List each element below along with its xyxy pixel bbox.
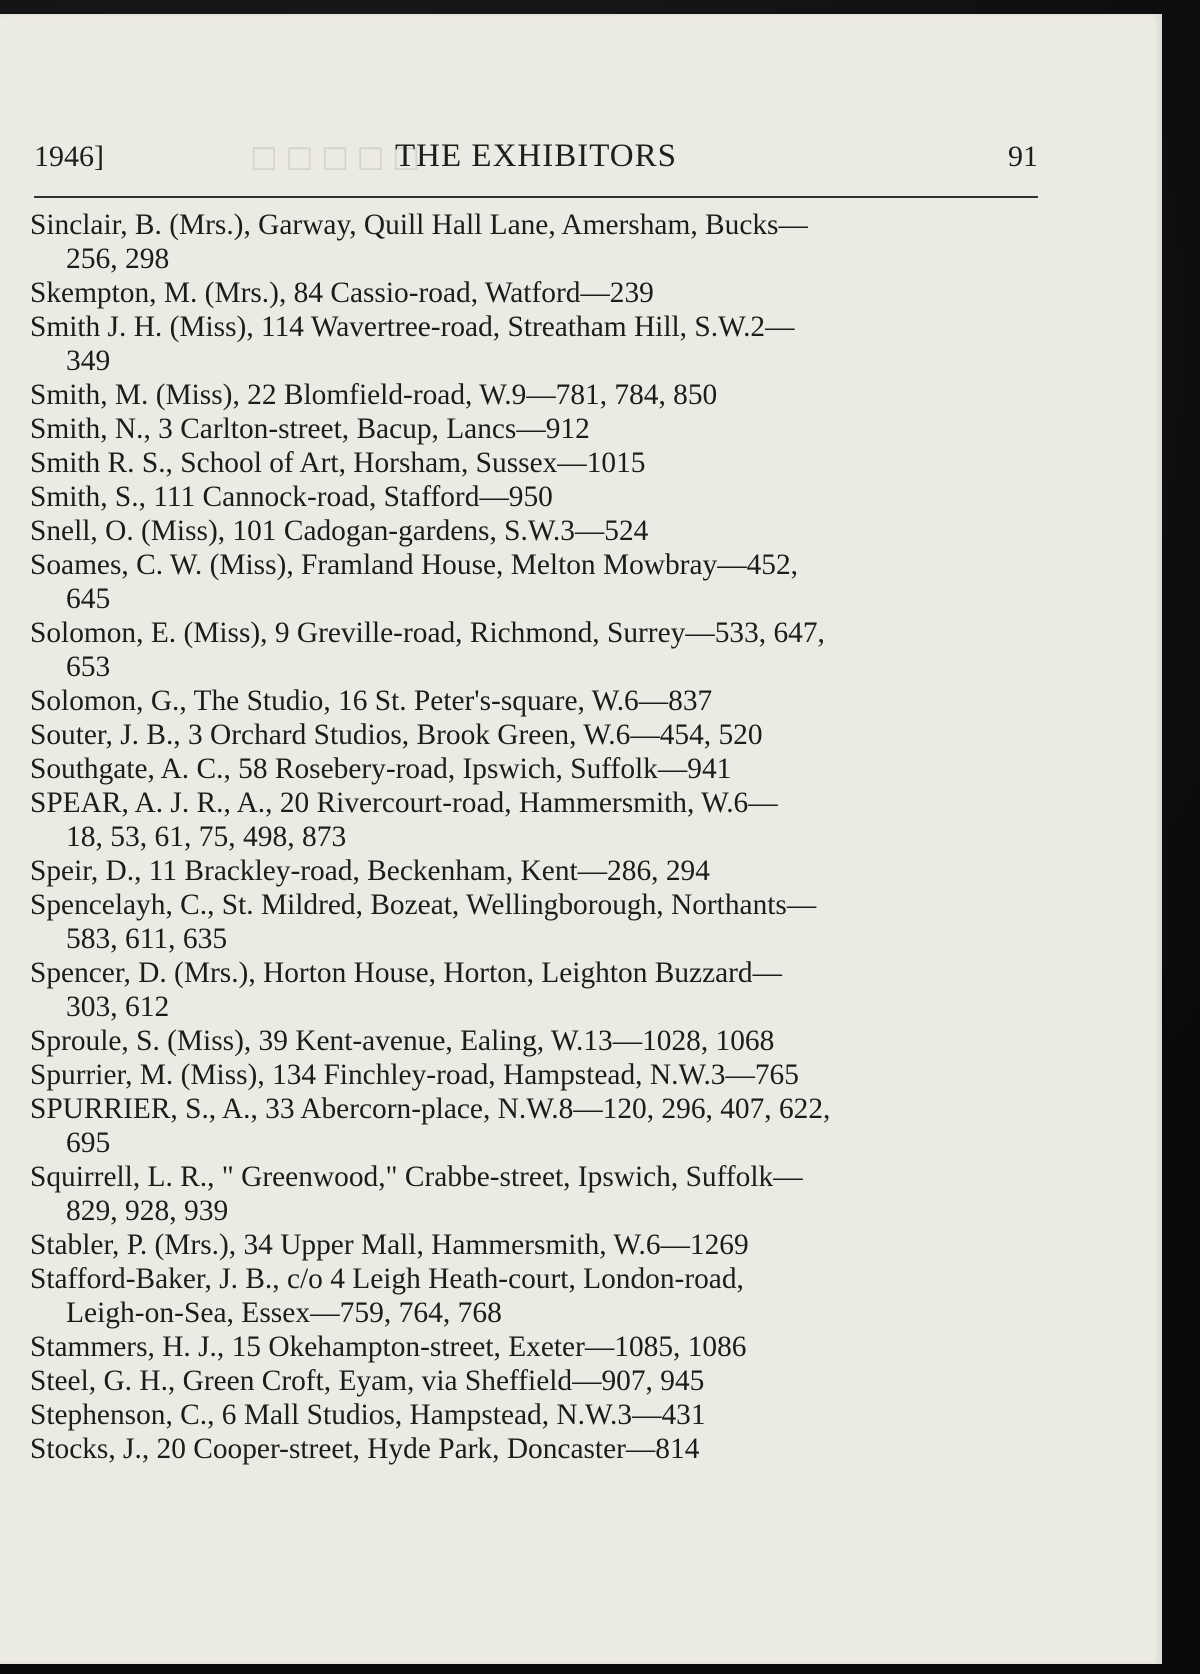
exhibitor-entry [30,1364,1040,1398]
exhibitor-entry [30,208,1040,276]
page-title: THE EXHIBITORS [395,138,677,174]
entry-text: Smith, S., 111 Cannock-road, Stafford—950 [30,481,553,513]
exhibitor-entry [30,548,1040,616]
exhibitor-entry [30,276,1040,310]
entry-text: Stafford-Baker, J. B., c/o 4 Leigh Heath-court, London-road, [30,1263,744,1295]
entry-text: SPEAR, A. J. R., A., 20 Rivercourt-road, Hammersmith, W.6— [30,787,778,819]
entry-text: Snell, O. (Miss), 101 Cadogan-gardens, S.W.3—524 [30,515,649,547]
exhibitor-entry [30,446,1040,480]
exhibitor-entry [30,1432,1040,1466]
entry-text: SPURRIER, S., A., 33 Abercorn-place, N.W.8—120, 296, 407, 622, [30,1093,831,1125]
exhibitor-entry [30,854,1040,888]
entry-text: Sinclair, B. (Mrs.), Garway, Quill Hall Lane, Amersham, Bucks— [30,209,808,241]
entry-continuation: 583, 611, 635 [66,923,228,955]
entry-continuation: 695 [66,1127,111,1159]
exhibitor-entry [30,752,1040,786]
entry-text: Smith, M. (Miss), 22 Blomfield-road, W.9—781, 784, 850 [30,379,718,411]
exhibitor-entry [30,1228,1040,1262]
exhibitor-entry [30,684,1040,718]
exhibitor-entry [30,1058,1040,1092]
entry-text: Stephenson, C., 6 Mall Studios, Hampstead, N.W.3—431 [30,1399,706,1431]
exhibitor-list [30,208,1040,1466]
entry-text: Stammers, H. J., 15 Okehampton-street, Exeter—1085, 1086 [30,1331,747,1363]
exhibitor-entry [30,956,1040,1024]
exhibitor-entry [30,786,1040,854]
exhibitor-entry [30,514,1040,548]
exhibitor-entry [30,1262,1040,1330]
page-number: 91 [1008,140,1038,173]
exhibitor-entry [30,480,1040,514]
exhibitor-entry [30,616,1040,684]
exhibitor-entry [30,378,1040,412]
exhibitor-entry [30,1398,1040,1432]
exhibitor-entry [30,310,1040,378]
header-year: 1946] [34,140,104,173]
entry-text: Speir, D., 11 Brackley-road, Beckenham, Kent—286, 294 [30,855,710,887]
entry-continuation: Leigh-on-Sea, Essex—759, 764, 768 [66,1297,502,1329]
exhibitor-entry [30,1330,1040,1364]
entry-text: Stabler, P. (Mrs.), 34 Upper Mall, Hammersmith, W.6—1269 [30,1229,749,1261]
entry-text: Sproule, S. (Miss), 39 Kent-avenue, Ealing, W.13—1028, 1068 [30,1025,775,1057]
running-header [34,138,1038,182]
entry-continuation: 256, 298 [66,243,170,275]
exhibitor-entry [30,718,1040,752]
entry-text: Solomon, G., The Studio, 16 St. Peter's-square, W.6—837 [30,685,713,717]
entry-text: Skempton, M. (Mrs.), 84 Cassio-road, Watford—239 [30,277,654,309]
exhibitor-entry [30,412,1040,446]
entry-text: Smith, N., 3 Carlton-street, Bacup, Lancs—912 [30,413,590,445]
entry-text: Smith J. H. (Miss), 114 Wavertree-road, Streatham Hill, S.W.2— [30,311,795,343]
exhibitor-entry [30,888,1040,956]
entry-text: Southgate, A. C., 58 Rosebery-road, Ipswich, Suffolk—941 [30,753,732,785]
exhibitor-entry [30,1160,1040,1228]
entry-text: Soames, C. W. (Miss), Framland House, Melton Mowbray—452, [30,549,799,581]
entry-text: Spencelayh, C., St. Mildred, Bozeat, Wellingborough, Northants— [30,889,817,921]
entry-text: Spencer, D. (Mrs.), Horton House, Horton, Leighton Buzzard— [30,957,783,989]
entry-text: Solomon, E. (Miss), 9 Greville-road, Richmond, Surrey—533, 647, [30,617,825,649]
exhibitor-entry [30,1024,1040,1058]
show-through-text: ☐ ☐ ☐ ☐ ☐ [250,142,420,177]
entry-continuation: 653 [66,651,111,683]
entry-text: Spurrier, M. (Miss), 134 Finchley-road, Hampstead, N.W.3—765 [30,1059,799,1091]
entry-continuation: 645 [66,583,111,615]
entry-text: Stocks, J., 20 Cooper-street, Hyde Park, Doncaster—814 [30,1433,700,1465]
entry-text: Steel, G. H., Green Croft, Eyam, via Sheffield—907, 945 [30,1365,705,1397]
header-rule [34,196,1038,198]
entry-continuation: 303, 612 [66,991,170,1023]
entry-text: Smith R. S., School of Art, Horsham, Sussex—1015 [30,447,646,479]
entry-continuation: 349 [66,345,111,377]
exhibitor-entry [30,1092,1040,1160]
entry-continuation: 829, 928, 939 [66,1195,229,1227]
entry-continuation: 18, 53, 61, 75, 498, 873 [66,821,347,853]
entry-text: Souter, J. B., 3 Orchard Studios, Brook Green, W.6—454, 520 [30,719,763,751]
entry-text: Squirrell, L. R., " Greenwood," Crabbe-street, Ipswich, Suffolk— [30,1161,803,1193]
